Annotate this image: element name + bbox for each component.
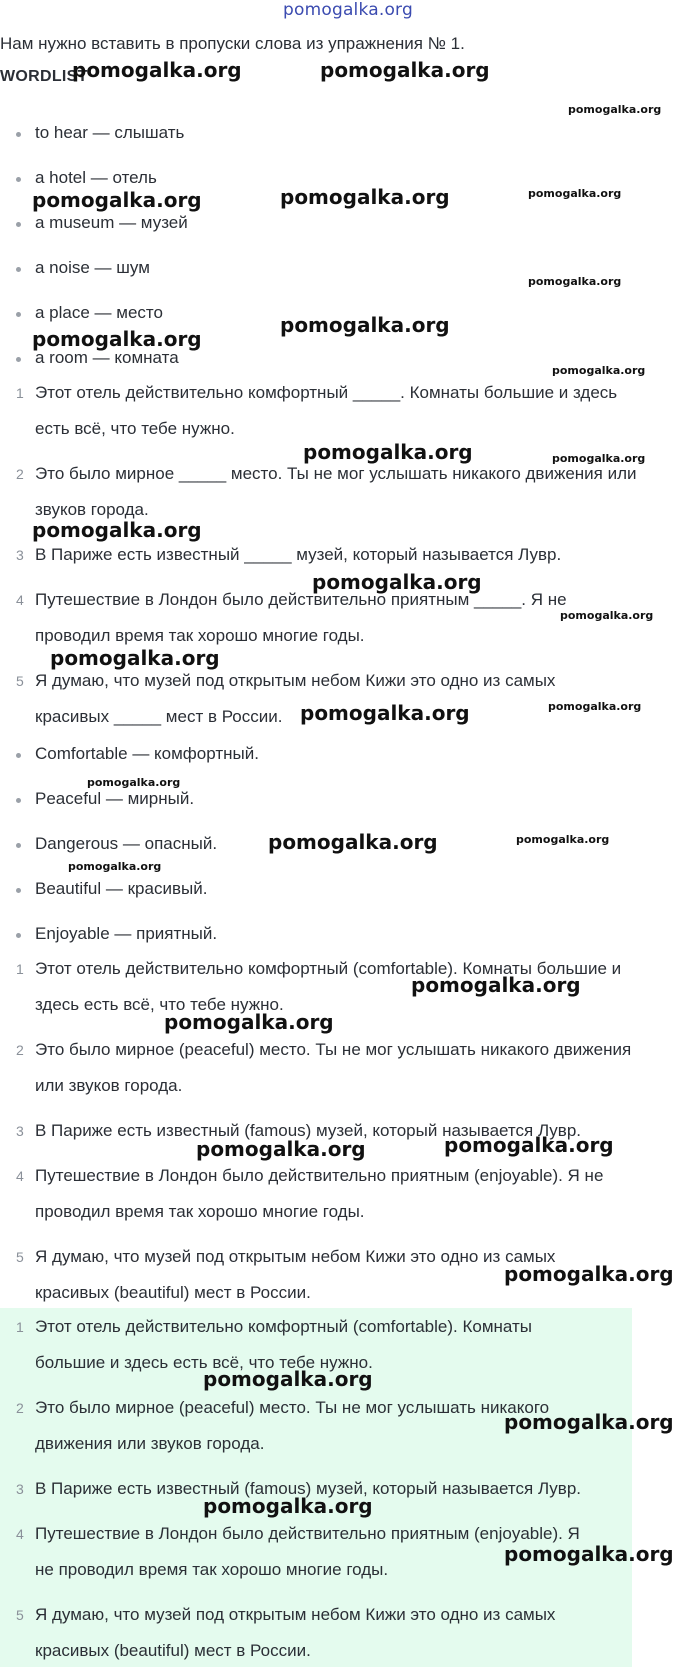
watermark: pomogalka.org <box>528 275 622 288</box>
sentence-number: 2 <box>16 1042 24 1058</box>
watermark: pomogalka.org <box>504 1542 674 1566</box>
watermark: pomogalka.org <box>203 1494 373 1518</box>
wordlist-item: a place — место <box>35 303 163 322</box>
watermark: pomogalka.org <box>32 327 202 351</box>
sentence-number: 3 <box>16 1481 24 1497</box>
watermark: pomogalka.org <box>72 58 242 82</box>
bullet-icon <box>16 132 21 137</box>
filled-sentence-line: или звуков города. <box>35 1076 183 1095</box>
watermark: pomogalka.org <box>268 830 438 854</box>
sentence-number: 2 <box>16 1400 24 1416</box>
wordlist-item: to hear — слышать <box>35 123 185 142</box>
bullet-icon <box>16 753 21 758</box>
adjective-item: Enjoyable — приятный. <box>35 924 218 943</box>
bullet-icon <box>16 798 21 803</box>
sentence-number: 4 <box>16 1168 24 1184</box>
watermark: pomogalka.org <box>32 518 202 542</box>
watermark: pomogalka.org <box>32 188 202 212</box>
watermark: pomogalka.org <box>164 1010 334 1034</box>
answer-sentence-line: Этот отель действительно комфортный (comfortable). Комнаты <box>35 1317 532 1336</box>
answer-sentence-line: В Париже есть известный (famous) музей, который называется Лувр. <box>35 1479 582 1498</box>
filled-sentence-line: Я думаю, что музей под открытым небом Кижи это одно из самых <box>35 1247 556 1266</box>
sentence-number: 1 <box>16 961 24 977</box>
bullet-icon <box>16 312 21 317</box>
adjective-item: Peaceful — мирный. <box>35 789 195 808</box>
intro-text: Нам нужно вставить в пропуски слова из упражнения № 1. <box>0 34 465 53</box>
sentence-number: 4 <box>16 1526 24 1542</box>
watermark: pomogalka.org <box>320 58 490 82</box>
adjective-item: Comfortable — комфортный. <box>35 744 259 763</box>
watermark: pomogalka.org <box>504 1410 674 1434</box>
filled-sentence-line: Этот отель действительно комфортный (comfortable). Комнаты большие и <box>35 959 622 978</box>
bullet-icon <box>16 222 21 227</box>
wordlist-item: a museum — музей <box>35 213 188 232</box>
answer-sentence-line: большие и здесь есть всё, что тебе нужно. <box>35 1353 373 1372</box>
watermark: pomogalka.org <box>411 973 581 997</box>
watermark: pomogalka.org <box>504 1262 674 1286</box>
gap-sentence-line: Этот отель действительно комфортный _____. Комнаты большие и здесь <box>35 383 618 402</box>
gap-sentence-line: В Париже есть известный _____ музей, который называется Лувр. <box>35 545 562 564</box>
answer-sentence-line: движения или звуков города. <box>35 1434 265 1453</box>
sentence-number: 5 <box>16 1249 24 1265</box>
gap-sentence-line: Это было мирное _____ место. Ты не мог услышать никакого движения или <box>35 464 637 483</box>
wordlist-item: a room — комната <box>35 348 179 367</box>
bullet-icon <box>16 888 21 893</box>
watermark: pomogalka.org <box>444 1133 614 1157</box>
wordlist-item: a noise — шум <box>35 258 150 277</box>
watermark: pomogalka.org <box>528 187 622 200</box>
watermark: pomogalka.org <box>87 776 181 789</box>
watermark: pomogalka.org <box>50 646 220 670</box>
filled-sentence-line: здесь есть всё, что тебе нужно. <box>35 995 284 1014</box>
bullet-icon <box>16 843 21 848</box>
gap-sentence-line: Путешествие в Лондон было действительно приятным _____. Я не <box>35 590 567 609</box>
sentence-number: 4 <box>16 592 24 608</box>
watermark: pomogalka.org <box>552 364 646 377</box>
bullet-icon <box>16 357 21 362</box>
answer-sentence-line: красивых (beautiful) мест в России. <box>35 1641 311 1660</box>
bullet-icon <box>16 177 21 182</box>
filled-sentence-line: Путешествие в Лондон было действительно приятным (enjoyable). Я не <box>35 1166 604 1185</box>
answer-sentence-line: Путешествие в Лондон было действительно приятным (enjoyable). Я <box>35 1524 580 1543</box>
answer-sentence-line: не проводил время так хорошо многие годы. <box>35 1560 389 1579</box>
answer-sentence-line: Это было мирное (peaceful) место. Ты не мог услышать никакого <box>35 1398 550 1417</box>
wordlist-title: WORDLIST <box>0 68 88 85</box>
watermark: pomogalka.org <box>303 440 473 464</box>
site-logo[interactable]: pomogalka.org <box>283 0 413 20</box>
watermark: pomogalka.org <box>280 313 450 337</box>
adjective-item: Dangerous — опасный. <box>35 834 218 853</box>
watermark: pomogalka.org <box>196 1137 366 1161</box>
gap-sentence-line: есть всё, что тебе нужно. <box>35 419 235 438</box>
answer-sentence-line: Я думаю, что музей под открытым небом Кижи это одно из самых <box>35 1605 556 1624</box>
bullet-icon <box>16 267 21 272</box>
filled-sentence-line: Это было мирное (peaceful) место. Ты не мог услышать никакого движения <box>35 1040 632 1059</box>
sentence-number: 5 <box>16 673 24 689</box>
gap-sentence-line: звуков города. <box>35 500 149 519</box>
adjective-item: Beautiful — красивый. <box>35 879 208 898</box>
filled-sentence-line: красивых (beautiful) мест в России. <box>35 1283 311 1302</box>
sentence-number: 3 <box>16 547 24 563</box>
watermark: pomogalka.org <box>552 452 646 465</box>
sentence-number: 1 <box>16 385 24 401</box>
watermark: pomogalka.org <box>300 701 470 725</box>
sentence-number: 3 <box>16 1123 24 1139</box>
watermark: pomogalka.org <box>68 860 162 873</box>
watermark: pomogalka.org <box>280 185 450 209</box>
sentence-number: 1 <box>16 1319 24 1335</box>
bullet-icon <box>16 933 21 938</box>
watermark: pomogalka.org <box>568 103 662 116</box>
sentence-number: 5 <box>16 1607 24 1623</box>
watermark: pomogalka.org <box>203 1367 373 1391</box>
watermark: pomogalka.org <box>560 609 654 622</box>
watermark: pomogalka.org <box>312 570 482 594</box>
gap-sentence-line: красивых _____ мест в России. <box>35 707 283 726</box>
watermark: pomogalka.org <box>548 700 642 713</box>
filled-sentence-line: В Париже есть известный (famous) музей, который называется Лувр. <box>35 1121 582 1140</box>
wordlist-item: a hotel — отель <box>35 168 157 187</box>
sentence-number: 2 <box>16 466 24 482</box>
gap-sentence-line: Я думаю, что музей под открытым небом Кижи это одно из самых <box>35 671 556 690</box>
watermark: pomogalka.org <box>516 833 610 846</box>
filled-sentence-line: проводил время так хорошо многие годы. <box>35 1202 365 1221</box>
gap-sentence-line: проводил время так хорошо многие годы. <box>35 626 365 645</box>
